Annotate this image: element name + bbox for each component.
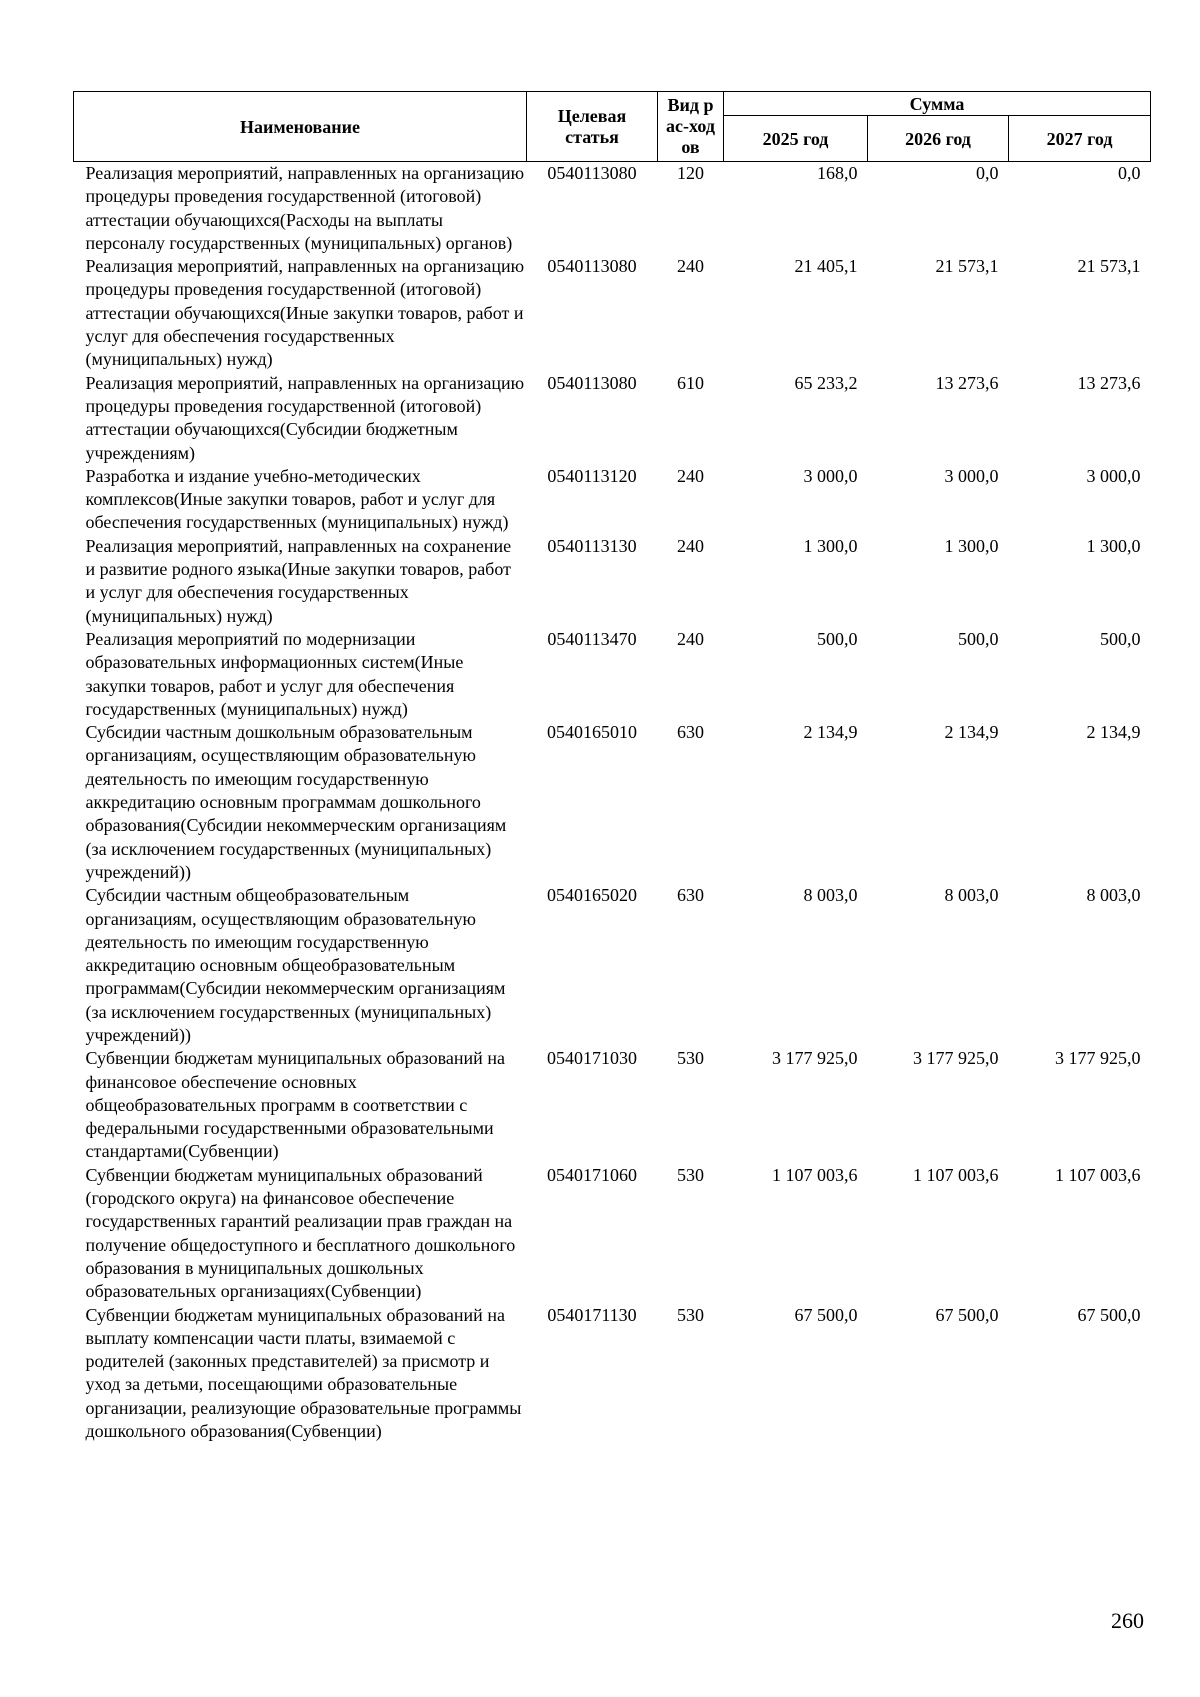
row-amount-2027: 2 134,9 bbox=[1086, 722, 1141, 743]
row-name: Субвенции бюджетам муниципальных образований (городского округа) на финансовое обеспечение государственных гарантий реализации прав граждан на получение общедоступного и бесплатного дошкольного образования в муниципальных дошкольных образовательных организациях(Субвенции) bbox=[85, 1164, 516, 1302]
row-amount-2025: 65 233,2 bbox=[794, 372, 858, 393]
row-target-code: 0540113080 bbox=[547, 256, 637, 277]
table-row bbox=[74, 255, 1151, 371]
row-amount-2027: 3 000,0 bbox=[1086, 465, 1141, 486]
row-amount-2026: 13 273,6 bbox=[935, 372, 999, 393]
row-name: Реализация мероприятий, направленных на организацию процедуры проведения государственной (итоговой) аттестации обучающихся(Субсидии бюджетным учреждениям) bbox=[85, 372, 525, 463]
row-amount-2025: 1 107 003,6 bbox=[772, 1164, 858, 1185]
row-name: Субвенции бюджетам муниципальных образований на выплату компенсации части платы, взимаемой с родителей (законных представителей) за присмотр и уход за детьми, посещающими образовательные организации, реализующие образовательные программы дошкольного образования(Субвенции) bbox=[85, 1304, 522, 1442]
row-amount-2027: 500,0 bbox=[1100, 628, 1141, 649]
row-expense-type: 530 bbox=[677, 1048, 704, 1069]
row-expense-type: 240 bbox=[677, 535, 704, 556]
row-name: Реализация мероприятий по модернизации образовательных информационных систем(Иные закупки товаров, работ и услуг для обеспечения государственных (муниципальных) нужд) bbox=[85, 628, 464, 719]
row-target-code: 0540113130 bbox=[547, 535, 637, 556]
row-amount-2025: 500,0 bbox=[817, 628, 858, 649]
table-row bbox=[74, 721, 1151, 884]
row-amount-2026: 1 300,0 bbox=[944, 535, 999, 556]
row-target-code: 0540113080 bbox=[547, 163, 637, 183]
row-amount-2025: 3 177 925,0 bbox=[772, 1048, 858, 1069]
row-expense-type: 530 bbox=[677, 1304, 704, 1325]
header-type bbox=[658, 92, 724, 162]
table-row bbox=[74, 884, 1151, 1047]
row-target-code: 0540113470 bbox=[547, 628, 637, 649]
table-row bbox=[74, 1047, 1151, 1163]
row-amount-2025: 21 405,1 bbox=[794, 256, 858, 277]
row-target-code: 0540171130 bbox=[547, 1304, 637, 1325]
row-expense-type: 240 bbox=[677, 628, 704, 649]
table-row bbox=[74, 628, 1151, 721]
row-expense-type: 630 bbox=[677, 885, 704, 906]
row-name: Реализация мероприятий, направленных на организацию процедуры проведения государственной (итоговой) аттестации обучающихся(Расходы на выплаты персоналу государственных (муниципальных) органов) bbox=[85, 163, 525, 253]
table-row bbox=[74, 162, 1151, 256]
row-amount-2026: 3 000,0 bbox=[944, 465, 999, 486]
header-year-2026: 2026 год bbox=[868, 116, 1009, 162]
row-amount-2025: 67 500,0 bbox=[794, 1304, 858, 1325]
row-amount-2025: 8 003,0 bbox=[803, 885, 858, 906]
table-body bbox=[74, 162, 1151, 1444]
row-amount-2025: 2 134,9 bbox=[803, 722, 858, 743]
table-header bbox=[74, 92, 1151, 162]
row-amount-2027: 1 300,0 bbox=[1086, 535, 1141, 556]
row-target-code: 0540113120 bbox=[547, 465, 637, 486]
row-amount-2026: 0,0 bbox=[976, 163, 999, 183]
header-year-2025: 2025 год bbox=[724, 116, 868, 162]
row-expense-type: 120 bbox=[677, 163, 704, 183]
table-row bbox=[74, 1304, 1151, 1444]
page-number: 260 bbox=[1111, 1608, 1144, 1633]
row-amount-2026: 21 573,1 bbox=[935, 256, 999, 277]
row-amount-2025: 168,0 bbox=[817, 163, 858, 183]
header-year-2027: 2027 год bbox=[1009, 116, 1151, 162]
row-expense-type: 240 bbox=[677, 465, 704, 486]
table-row bbox=[74, 465, 1151, 535]
row-target-code: 0540165020 bbox=[547, 885, 637, 906]
row-amount-2027: 8 003,0 bbox=[1086, 885, 1141, 906]
row-amount-2027: 3 177 925,0 bbox=[1055, 1048, 1141, 1069]
row-amount-2027: 67 500,0 bbox=[1077, 1304, 1141, 1325]
row-amount-2026: 8 003,0 bbox=[944, 885, 999, 906]
header-name: Наименование bbox=[74, 92, 527, 162]
row-name: Субсидии частным дошкольным образовательным организациям, осуществляющим образовательную деятельность по имеющим государственную аккредитацию основным программам дошкольного образования(Субсидии некоммерческим организациям (за исключением государственных (муниципальных) учреждений)) bbox=[85, 722, 507, 882]
row-amount-2025: 3 000,0 bbox=[803, 465, 858, 486]
header-type-text: Вид рас-ходов bbox=[666, 95, 715, 157]
row-name: Субсидии частным общеобразовательным организациям, осуществляющим образовательную деятельность по имеющим государственную аккредитацию основным общеобразовательным программам(Субсидии некоммерческим организациям (за исключением государственных (муниципальных) учреждений)) bbox=[85, 885, 506, 1045]
row-amount-2026: 1 107 003,6 bbox=[913, 1164, 999, 1185]
row-target-code: 0540171060 bbox=[547, 1164, 637, 1185]
table-row bbox=[74, 372, 1151, 465]
row-amount-2026: 3 177 925,0 bbox=[913, 1048, 999, 1069]
row-target-code: 0540171030 bbox=[547, 1048, 637, 1069]
row-name: Разработка и издание учебно-методических комплексов(Иные закупки товаров, работ и услуг для обеспечения государственных (муниципальных) нужд) bbox=[85, 465, 509, 533]
row-target-code: 0540165010 bbox=[547, 722, 637, 743]
table-row bbox=[74, 1164, 1151, 1304]
budget-table bbox=[73, 91, 1151, 1443]
header-code bbox=[527, 92, 658, 162]
row-expense-type: 630 bbox=[677, 722, 704, 743]
row-name: Реализация мероприятий, направленных на сохранение и развитие родного языка(Иные закупки товаров, работ и услуг для обеспечения государственных (муниципальных) нужд) bbox=[85, 535, 512, 626]
row-amount-2027: 1 107 003,6 bbox=[1055, 1164, 1141, 1185]
row-amount-2027: 13 273,6 bbox=[1077, 372, 1141, 393]
row-amount-2025: 1 300,0 bbox=[803, 535, 858, 556]
header-code-text: Целевая статья bbox=[557, 105, 627, 147]
row-amount-2027: 0,0 bbox=[1118, 163, 1141, 183]
row-amount-2027: 21 573,1 bbox=[1077, 256, 1141, 277]
row-target-code: 0540113080 bbox=[547, 372, 637, 393]
row-amount-2026: 2 134,9 bbox=[944, 722, 999, 743]
row-name: Субвенции бюджетам муниципальных образований на финансовое обеспечение основных общеобразовательных программ в соответствии с федеральными государственными образовательными стандартами(Субвенции) bbox=[85, 1048, 505, 1162]
row-expense-type: 240 bbox=[677, 256, 704, 277]
row-expense-type: 610 bbox=[677, 372, 704, 393]
header-sum: Сумма bbox=[724, 92, 1151, 116]
row-amount-2026: 500,0 bbox=[958, 628, 999, 649]
row-amount-2026: 67 500,0 bbox=[935, 1304, 999, 1325]
row-name: Реализация мероприятий, направленных на организацию процедуры проведения государственной (итоговой) аттестации обучающихся(Иные закупки товаров, работ и услуг для обеспечения государственных (муниципальных) нужд) bbox=[85, 256, 525, 370]
row-expense-type: 530 bbox=[677, 1164, 704, 1185]
table-row bbox=[74, 535, 1151, 628]
